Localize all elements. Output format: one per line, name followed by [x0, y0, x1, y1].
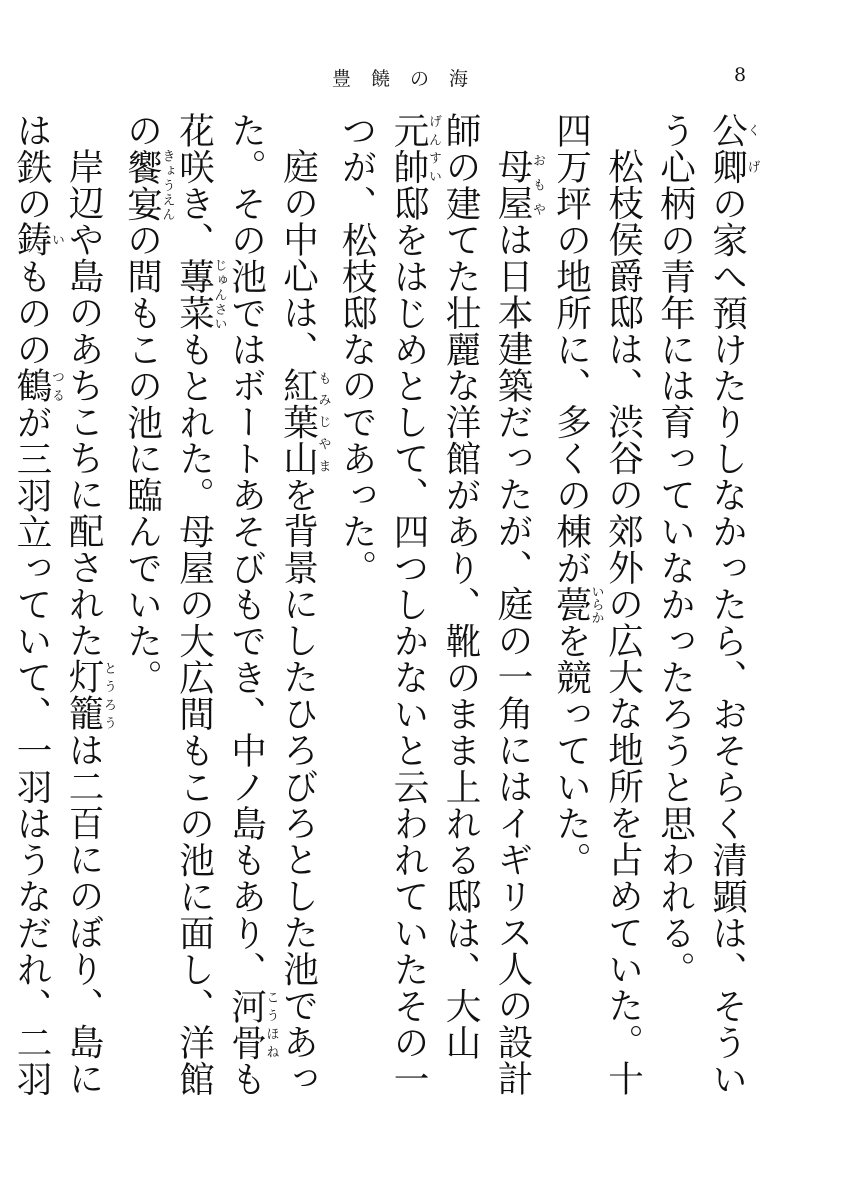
ruby-word: 公卿くげ: [706, 112, 760, 185]
ruby-word: 元帥げんすい: [388, 112, 441, 185]
ruby-word: 蓴菜じゅんさい: [173, 257, 227, 331]
paragraph-5: 岸辺や島のあちこちに配された灯籠とうろうは二百にのぼり、島には鉄の鋳いものの鶴つるが三羽立っていて、一羽はうなだれ、二羽: [11, 112, 116, 1098]
ruby-word: 紅葉山もみじやま: [277, 366, 331, 477]
ruby-word: 鋳い: [11, 221, 64, 258]
ruby-word: 母屋おもや: [492, 147, 545, 221]
ruby-word: 饗宴きょうえん: [121, 148, 175, 222]
ruby-word: 河骨こうほね: [225, 987, 279, 1061]
page-number: 8: [734, 64, 747, 86]
paragraph-2: 松枝侯爵邸は、渋谷の郊外の広大な地所を占めていた。十四万坪の地所に、多くの棟が甍いらかを競っていた。: [550, 112, 644, 1097]
running-title: 豊饒の海: [332, 68, 489, 90]
ruby-word: 甍いらか: [550, 585, 604, 625]
ruby-word: 鶴つる: [11, 367, 64, 404]
ruby-word: 灯籠とうろう: [63, 658, 116, 732]
paragraph-3: 母屋おもやは日本建築だったが、庭の一角にはイギリス人の設計師の建てた壮麗な洋館があり、靴のまま上れる邸は、大山元帥げんすい邸をはじめとして、四つしかないと云われていたその一つが、松枝邸なのであった。: [336, 112, 545, 1098]
paragraph-4: 庭の中心は、紅葉山もみじやまを背景にしたひろびろとした池であった。その池ではボートあそびもでき、中ノ島もあり、河骨こうほねも花咲き、蓴菜じゅんさいもとれた。母屋の大広間もこの池に面し、洋館の饗宴きょうえんの間もこの池に臨んでいた。: [121, 112, 331, 1098]
paragraph-1: 公卿くげの家へ預けたりしなかったら、おそらく清顕は、そういう心柄の青年には育っていなかったろうと思われる。: [654, 112, 760, 1098]
vertical-text-body: [11, 112, 760, 1122]
